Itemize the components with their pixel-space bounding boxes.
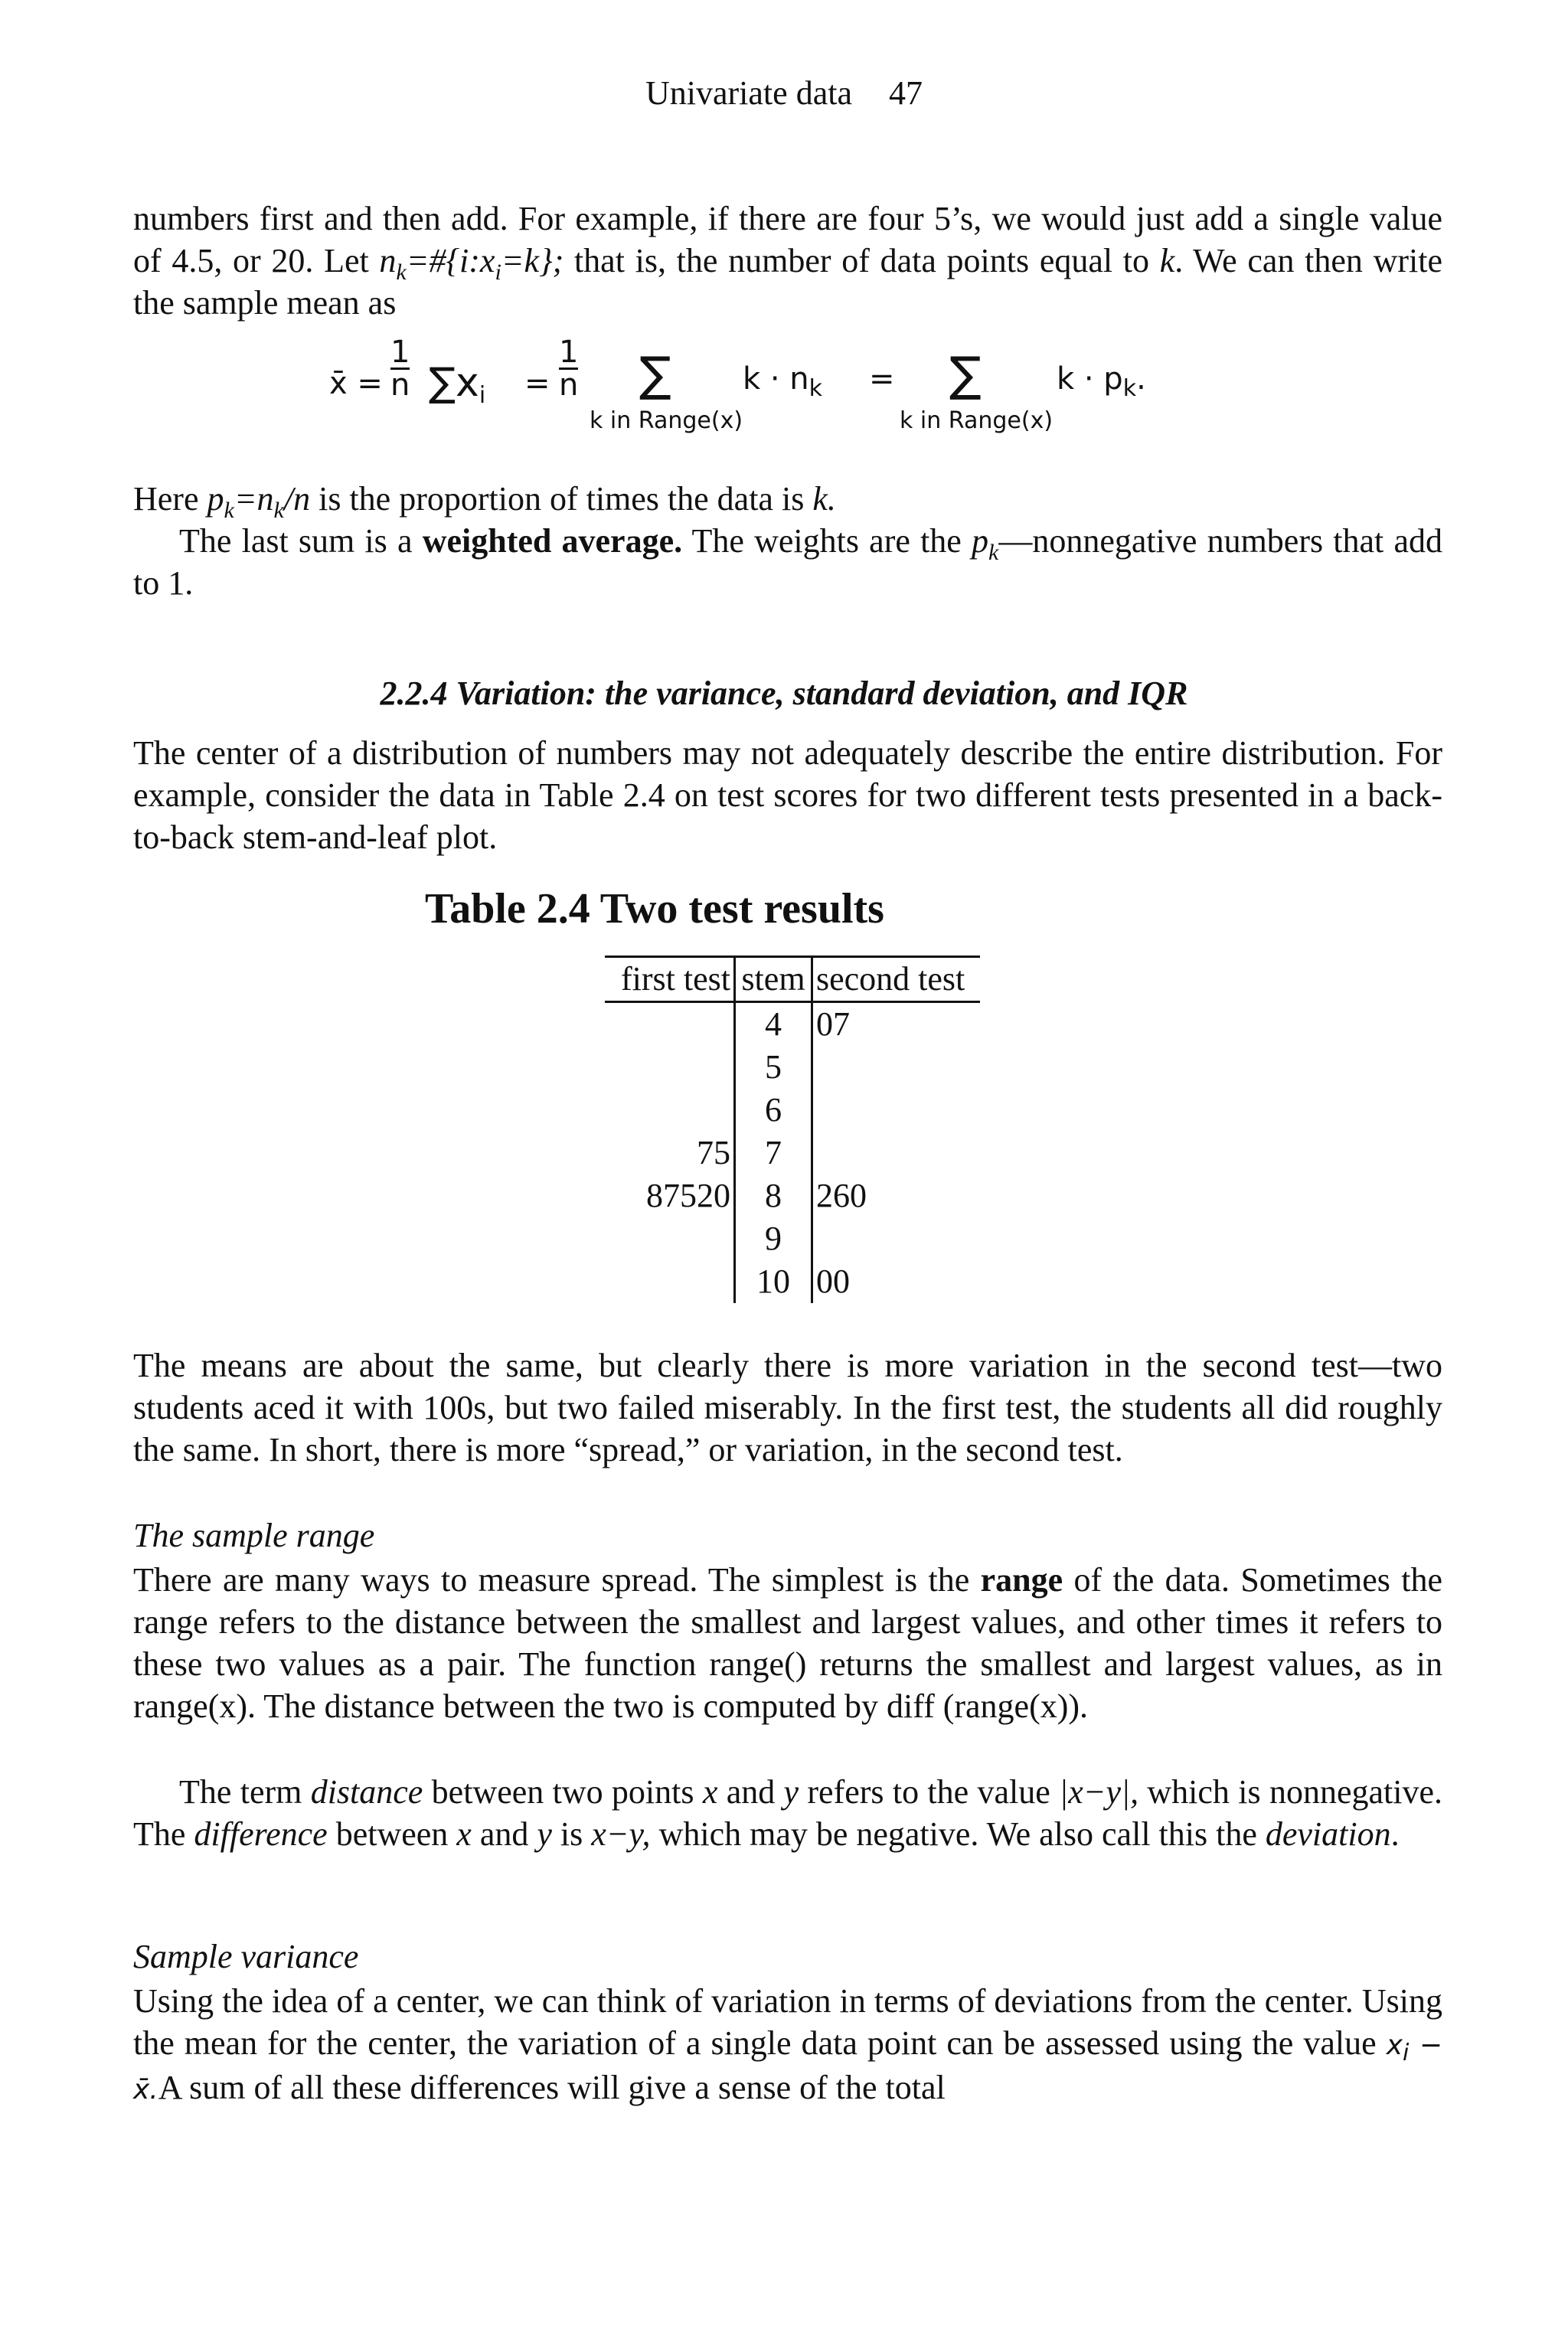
term-weighted-average: weighted average.	[422, 522, 683, 560]
paragraph-distance: The term distance between two points x and y refers to the value |x−y|, which is nonnegative. The difference between x and y is x−y, which may be negative. We also call this the deviation.	[133, 1773, 1442, 1853]
table-row: 87520 8 260	[605, 1174, 980, 1217]
paragraph-proportion: Here $p_k=n_k/n$ is the proportion of times the data is k.	[133, 480, 836, 523]
header-title: Univariate data	[645, 74, 852, 112]
paragraph-sample-variance: Using the idea of a center, we can think of variation in terms of deviations from the center. Using the mean for the center, the variation of a single data point can be assessed using the value $x_i$ − x̄.A sum of all these differences will give a sense of the total	[133, 1982, 1442, 2106]
deviation-expression: $x_i$ − x̄.	[133, 2030, 1442, 2105]
fraction-one-over-n: $\frac{1}{n}$	[559, 335, 579, 403]
paragraph-sample-mean-intro: numbers first and then add. For example, if there are four 5’s, we would just add a single value of 4.5, or 20. Let $n_k=\#\{i:x_i=k\}$; that is, the number of data points equal to k. We can then write the sample mean as	[133, 200, 1442, 322]
paragraph-weighted-average: The last sum is a weighted average. The weights are the $p_k—nonnegative$ numbers that add to 1.	[133, 522, 1443, 602]
header-stem: stem	[735, 957, 812, 1002]
page-number: 47	[888, 74, 923, 112]
paragraph-center-distribution: The center of a distribution of numbers may not adequately describe the entire distribution. For example, consider the data in Table 2.4 on test scores for two different tests presented in a back-to-back stem-and-leaf plot.	[133, 734, 1442, 856]
term-range: range	[980, 1561, 1063, 1599]
table-row: 5	[605, 1046, 980, 1089]
table-header-row	[605, 957, 980, 1002]
table-row: 75 7	[605, 1132, 980, 1174]
running-header	[0, 74, 1568, 113]
table-row: 9	[605, 1217, 980, 1260]
fraction-one-over-n: $\frac{1}{n}$	[390, 335, 410, 403]
stem-and-leaf-table	[605, 956, 980, 1303]
table-row: 10 00	[605, 1260, 980, 1303]
header-first-test: first test	[605, 957, 735, 1002]
paragraph-range: There are many ways to measure spread. The simplest is the range of the data. Sometimes the range refers to the distance between the smallest and largest values, and other times it refers to these two values as a pair. The function range() returns the smallest and largest values, as in range(x). The distance between the two is computed by diff (range(x)).	[133, 1561, 1442, 1725]
section-title: 2.2.4 Variation: the variance, standard deviation, and IQR	[380, 675, 1188, 712]
header-second-test: second test	[812, 957, 981, 1002]
table-row: 4 07	[605, 1002, 980, 1047]
table-caption: Table 2.4 Two test results	[425, 885, 884, 933]
subsection-title-sample-variance: Sample variance	[133, 1938, 359, 1975]
paragraph-variation: The means are about the same, but clearly there is more variation in the second test—two students aced it with 100s, but two failed miserably. In the first test, the students all did roughly the same. In short, there is more “spread,” or variation, in the second test.	[133, 1347, 1442, 1468]
sample-mean-formula: x̄ = $\frac{1}{n}$ $\sum x_i$ = $\frac{1}{n}$ ∑ k in Range(x) $k \cdot n_k$ = ∑ k in Range(x) $k \cdot p_k$.	[329, 335, 1146, 434]
table-row: 6	[605, 1089, 980, 1132]
sigma-symbol: ∑	[639, 346, 671, 402]
sigma-symbol: ∑	[949, 346, 982, 402]
subsection-title-sample-range: The sample range	[133, 1517, 375, 1554]
